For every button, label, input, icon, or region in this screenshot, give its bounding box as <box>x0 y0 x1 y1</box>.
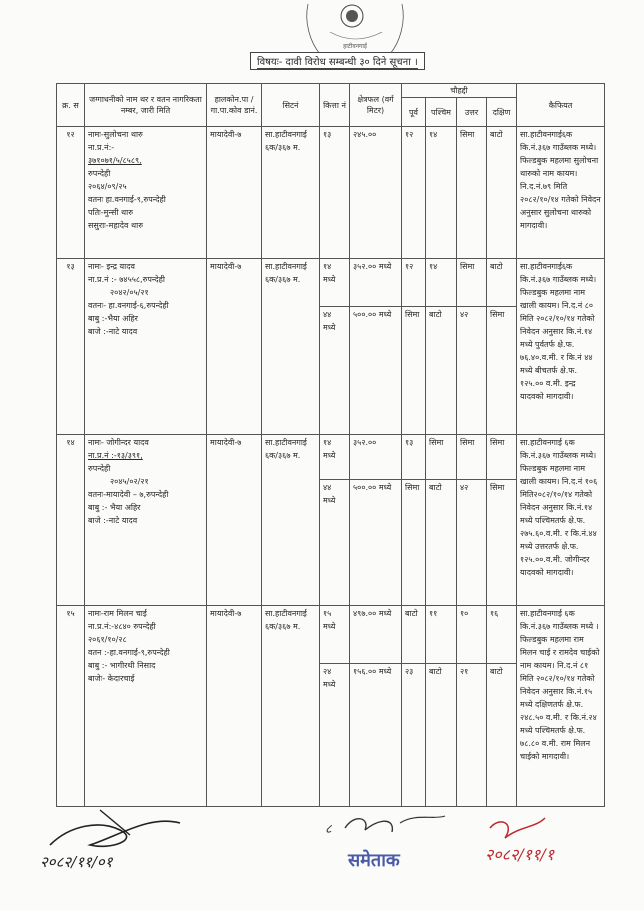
table-row <box>57 127 605 259</box>
east: १३ <box>402 435 426 480</box>
serial-number: १५ <box>57 606 85 807</box>
sheet-number: सा.हाटीवनगाई ६क/३६७ म. <box>262 606 320 807</box>
north: सिमा <box>457 127 487 259</box>
place: मायादेवी-७ <box>207 259 262 435</box>
notice-subject: विषयः- दावी विरोध सम्बन्धी ३० दिने सूचना । <box>250 52 425 70</box>
kitta-number: ४४ मध्ये <box>320 307 350 435</box>
north: २१ <box>457 664 487 807</box>
east: १२ <box>402 259 426 307</box>
col-sn: क्र. स <box>57 84 85 127</box>
kitta-number: २४ मध्ये <box>320 664 350 807</box>
right-signature <box>465 808 635 888</box>
north: ४२ <box>457 480 487 606</box>
south: १६ <box>487 606 517 664</box>
middle-number: ८ <box>325 822 332 837</box>
kitta-number: ४४ मध्ये <box>320 480 350 606</box>
owner-details: नामः-राम मिलन चाई ना.प्र.नं:-४८४० रुपन्देही २०६१/१०/२८ वतन :-हा.वनगाई-९,रुपन्देही बाबु :- भागीरथी निसाद बाजेः- केदारचाई <box>85 606 207 807</box>
west: १४ <box>426 259 457 307</box>
west: बाटो <box>426 480 457 606</box>
place: मायादेवी-७ <box>207 435 262 606</box>
col-remarks: कैफियत <box>517 84 605 127</box>
place: मायादेवी-७ <box>207 606 262 807</box>
sheet-number: सा.हाटीवनगाई ६क/३६७ म. <box>262 259 320 435</box>
north: १० <box>457 606 487 664</box>
col-east: पूर्व <box>402 98 426 127</box>
east: सिमा <box>402 480 426 606</box>
serial-number: १२ <box>57 127 85 259</box>
area: ५००.०० मध्ये <box>350 307 402 435</box>
area: ५००.०० मध्ये <box>350 480 402 606</box>
east: बाटो <box>402 606 426 664</box>
south: बाटो <box>487 259 517 307</box>
right-signature-date: २०८२/११/१ <box>485 845 555 864</box>
east: २३ <box>402 664 426 807</box>
area: ४९७.०० मध्ये <box>350 606 402 664</box>
north: सिमा <box>457 259 487 307</box>
west: १४ <box>426 127 457 259</box>
west: सिमा <box>426 435 457 480</box>
col-place: हालकोन.पा /गा.पा.कोव डानं. <box>207 84 262 127</box>
owner-details: नामः- जोगीन्दर यादव ना.प्र.नं :-१३/३९१, रुपन्देही २०४५/०२/२१ वतनः-मायादेवी – ७,रुपन्देही बाबु :- भैया अहिर बाजे :-नाटे यादव <box>85 435 207 606</box>
kitta-number: १४ मध्ये <box>320 259 350 307</box>
kitta-number: १३ <box>320 127 350 259</box>
col-kitta: कित्ता नं <box>320 84 350 127</box>
col-north: उत्तर <box>457 98 487 127</box>
south: सिमा <box>487 307 517 435</box>
remarks: सा.हाटीवनगाई ६क कि.नं.३६७ गाउँब्लक मध्ये। फिल्डबुक महलमा नाम खाली कायम। नि.द.नं १०६ मिति२०८२/१०/१४ गतेको निवेदन अनुसार कि.नं.१४ मध्ये पश्चिमतर्फ क्षे.फ. २७५.६०.व.मी. र कि.नं.४४ मध्ये उत्तरतर्फ क्षे.फ. १२५.००.व.मी. जोगीन्दर यादवको मागदावी। <box>517 435 605 606</box>
table-row <box>57 606 605 664</box>
col-area: क्षेत्रफल (वर्ग मिटर) <box>350 84 402 127</box>
south: बाटो <box>487 664 517 807</box>
owner-details: नामः-सुलोचना थारु ना.प्र.नं:- ३७१०७१/५/८५८९, रुपन्देही २०६४/०९/२५ वतनः हा.वनगाई-९,रुपन्देही पतिः-मुन्सी थारु ससुराः-महादेव थारु <box>85 127 207 259</box>
middle-stamp: समेताक <box>348 850 400 871</box>
left-signature <box>30 795 200 875</box>
area: ३५२.०० मध्ये <box>350 259 402 307</box>
remarks: सा.हाटीवनगाई६क कि.नं.३६७ गाउँब्लक मध्ये। फिल्डबुक महलमा सुलोचना थारुको नाम कायम। नि.द.नं.७९ मिति २०८२/१०/१४ गतेको निवेदन अनुसार सुलोचना थारुको मागदावी। <box>517 127 605 259</box>
col-sheet: सिटनं <box>262 84 320 127</box>
col-south: दक्षिण <box>487 98 517 127</box>
seal-text: हाटीवनगाईं <box>343 43 367 50</box>
west: ११ <box>426 606 457 664</box>
col-west: पश्चिम <box>426 98 457 127</box>
kitta-number: १५ मध्ये <box>320 606 350 664</box>
sheet-number: सा.हाटीवनगाई ६क/३६७ म. <box>262 127 320 259</box>
table-row <box>57 435 605 480</box>
serial-number: १३ <box>57 259 85 435</box>
south: सिमा <box>487 480 517 606</box>
east: १२ <box>402 127 426 259</box>
east: सिमा <box>402 307 426 435</box>
place: मायादेवी-७ <box>207 127 262 259</box>
west: बाटो <box>426 307 457 435</box>
middle-signature <box>320 808 480 888</box>
north: ४२ <box>457 307 487 435</box>
table-row <box>57 259 605 307</box>
col-owner: जग्गाधनीको नाम थर र वतन नागरिकता नम्बर, जारी मिति <box>85 84 207 127</box>
kitta-number: १४ मध्ये <box>320 435 350 480</box>
south: सिमा <box>487 435 517 480</box>
left-signature-date: २०८२/११/०१ <box>40 853 113 871</box>
north: सिमा <box>457 435 487 480</box>
serial-number: १४ <box>57 435 85 606</box>
area: ३५२.०० <box>350 435 402 480</box>
col-boundary: चौहद्दी <box>402 84 517 98</box>
area: २४५.०० <box>350 127 402 259</box>
claim-register-table <box>56 83 605 807</box>
sheet-number: सा.हाटीवनगाई ६क/३६७ म. <box>262 435 320 606</box>
area: १५६.०० मध्ये <box>350 664 402 807</box>
remarks: सा.हाटीवनगाई ६क कि.नं.३६७ गाउँब्लक मध्ये । फिल्डबुक महलमा राम मिलन चाई र रामदेव चाईको नाम कायम। नि.द.नं ८१ मिति २०८२/१०/१४ गतेको निवेदन अनुसार कि.नं.१५ मध्ये दक्षिणतर्फ क्षे.फ. २४८.५० व.मी. र कि.नं.२४ मध्ये पश्चिमतर्फ क्षे.फ. ७८.८० व.मी. राम मिलन चाईको मागदावी। <box>517 606 605 807</box>
owner-details: नामः- इन्द्र यादव ना.प्र.नं :- ७४५५८,रुपन्देही २०४२/०५/२१ वतनः- हा.वनगाई-६,रुपन्देही बाबु :-भैया अहिर बाजे :-नाटे यादव <box>85 259 207 435</box>
west: बाटो <box>426 664 457 807</box>
south: बाटो <box>487 127 517 259</box>
remarks: सा.हाटीवनगाई६क कि.नं.३६७ गाउँब्लक मध्ये। फिल्डबुक महलमा नाम खाली कायम। नि.द.नं ८० मिति २०८२/१०/१४ गतेको निवेदन अनुसार कि.नं.१४ मध्ये पुर्वतर्फ क्षे.फ. ७६.४०.व.मी. र कि.नं ४४ मध्ये बीचतर्फ क्षे.फ. १२५.०० व.मी. इन्द्र यादवको मागदावी। <box>517 259 605 435</box>
